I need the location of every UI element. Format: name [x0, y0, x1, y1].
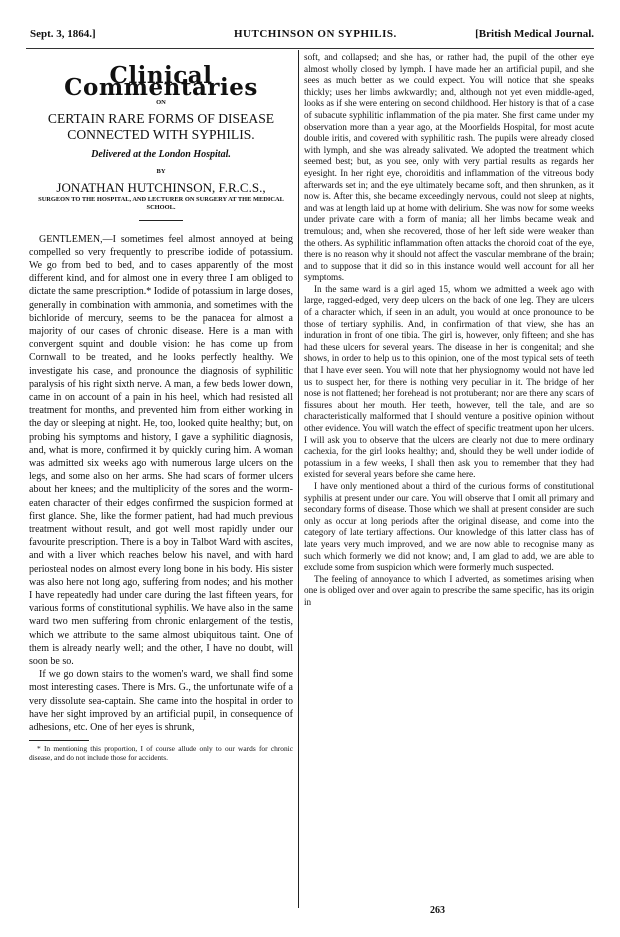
author-role: SURGEON TO THE HOSPITAL, AND LECTURER ON SURGERY AT THE MEDICAL SCHOOL. — [38, 195, 284, 211]
footnote-rule — [29, 740, 89, 741]
header-date: Sept. 3, 1864.] — [30, 28, 96, 40]
right-paragraph-1: soft, and collapsed; and she has, or rather had, the pupil of the other eye almost wholly closed by lymph. I have made her an artificial pupil, and she sees as much better as we could expect. You will notice that she speaks thickly; uses her limbs awkwardly; and, although not yet even middle-aged, looks as if she were entering on second childhood. Her history is that of a case of subacute syphilitic inflammation of the pia mater. She first came under my observation more than a year ago, at the Moorfields Hospital, for most acute double iritis, and covered with syphilitic rash. The pupils were already closed with lymph, and she was already salivated. We adopted the treatment which seemed best; but, as you see, only with very partial results as regards her eyesight. In her right eye, choroiditis and inflammation of the vitreous body afterwards set in; and the eye ultimately became soft, and then shrunken, as it now is. After this, she became exceedingly nervous, could not sleep at nights, and was at length laid up at home with delirium. She was now for some weeks under private care with a form of mania; all her limbs became weak and tremulous; and, when she recovered, those of her left side were weaker than the others. As syphilitic inflammation often attacks the choroid coat of the eye, there is no reason why it should not affect the vascular membrane of the brain; and to suppose that it did so in this instance would well account for all her symptoms. — [304, 52, 594, 283]
left-column — [29, 52, 293, 762]
article-headline: CERTAIN RARE FORMS OF DISEASE CONNECTED WITH SYPHILIS. — [47, 110, 275, 142]
delivered-note: Delivered at the London Hospital. — [91, 148, 231, 160]
section-title: Clinical Commentaries — [64, 62, 258, 101]
on-label: ON — [156, 99, 166, 107]
column-divider — [298, 50, 299, 908]
page-number: 263 — [430, 905, 445, 916]
header-journal: [British Medical Journal. — [475, 28, 594, 40]
right-paragraph-2: In the same ward is a girl aged 15, whom we admitted a week ago with large, ragged-edged, very deep ulcers on the back of one leg. They are ulcers of a character which, if seen in an adult, you would at once pronounce to be those of tertiary syphilis. And, in confirmation of that view, she has an induration in front of one tibia. The girl is, however, only fifteen; and she has had these ulcers for several years. The disease in her is congenital; and she shows, in order to help us to this opinion, one of the most typical sets of teeth that I have ever seen. You will note that her physiognomy would not have led us to suspect her, for there is nothing very peculiar in it. The bridge of her nose is not flattened; her forehead is not protuberant; nor are there any scars of fissures about her mouth. Her teeth, however, tell the tale, and are so characteristically malformed that I should venture a positive opinion without other evidence. You will watch the effect of specific treatment upon her ulcers. I will ask you to observe that the ulcers are clearly not due to mere ordinary cachexia, for the girl looks healthy; and, should they be well under iodide of potassium in a few weeks, I shall then ask you to remember that they had existed for several years before she came here. — [304, 283, 594, 480]
left-body — [29, 233, 293, 735]
header-title: HUTCHINSON ON SYPHILIS. — [234, 28, 397, 40]
left-paragraph-1: GENTLEMEN,—I sometimes feel almost annoyed at being compelled so very frequently to prescribe iodide of potassium. We go from bed to bed, and to cases apparently of the most different kind, and for almost one in every three I am obliged to dictate the same prescription.* Iodide of potassium in large doses, generally in combination with ammonia, and sometimes with the bichloride of mercury, seems to be the panacea for almost a majority of our cases of chronic disease. Here is a man with convergent squint and double vision: he has come up from Cornwall to be treated, and he looks perfectly healthy. We investigate his case, and pronounce the diagnosis of syphilitic paralysis of his right sixth nerve. A man, a few beds lower down, came in on account of a pain in his heel, which had resisted all treatment for months, and prevented him from either working in the day or sleeping at night. He, too, looked quite healthy; but, on probing his symptoms and history, I gave a syphilitic diagnosis, and, what is more, confirmed it by quickly curing him. A woman was admitted six weeks ago with numerous large ulcers on the legs, and some also on her arms. She had scars of former ulcers about her knees; and the multiplicity of the sores and the worm-eaten character of their edges confirmed the suspicion formed at first glance. She, like the former patient, had had much previous treatment without result, and got well most rapidly under our favourite prescription. There is a boy in Talbot Ward with ascites, and with a liver which reaches below his navel, and with hard periosteal nodes on almost every long bone in his body. His sister was also here not long ago, suffering from nodes; and his mother I have repeatedly had under care during the last fifteen years, for various forms of constitutional syphilis. We have also in the same ward two men suffering from chronic enlargement of the testis, which we attribute to the same almost ubiquitous taint. One of them is already nearly well; and the other, I have no doubt, will soon be so. — [29, 233, 293, 668]
footnote: * In mentioning this proportion, I of course allude only to our wards for chronic disease, and do not include those for accidents. — [29, 744, 293, 763]
right-column — [304, 52, 594, 609]
right-paragraph-4: The feeling of annoyance to which I adverted, as sometimes arising when one is obliged over and over again to prescribe the same specific, has its origin in — [304, 573, 594, 607]
author-name: JONATHAN HUTCHINSON, F.R.C.S., — [56, 179, 266, 195]
heading-divider — [139, 220, 183, 221]
right-paragraph-3: I have only mentioned about a third of the curious forms of constitutional syphilis at present under our care. You will observe that I omit all primary and secondary forms of disease. Those which we shall at present consider are such only as occur at long periods after the original disease, and come into the category of late tertiary affections. Our knowledge of this latter class has of late years very much improved, and we are now able to recognise many as such which formerly we did not know; and, I am glad to add, we are able to exclude some from suspicion which were formerly much suspected. — [304, 480, 594, 573]
left-paragraph-2: If we go down stairs to the women's ward, we shall find some most interesting cases. There is Mrs. G., the unfortunate wife of a very dissolute sea-captain. She came into the hospital in order to have her sight improved by an artificial pupil, in consequence of adhesions, etc. One of her eyes is shrunk, — [29, 669, 293, 734]
running-header — [26, 14, 594, 49]
by-label: BY — [156, 168, 166, 176]
